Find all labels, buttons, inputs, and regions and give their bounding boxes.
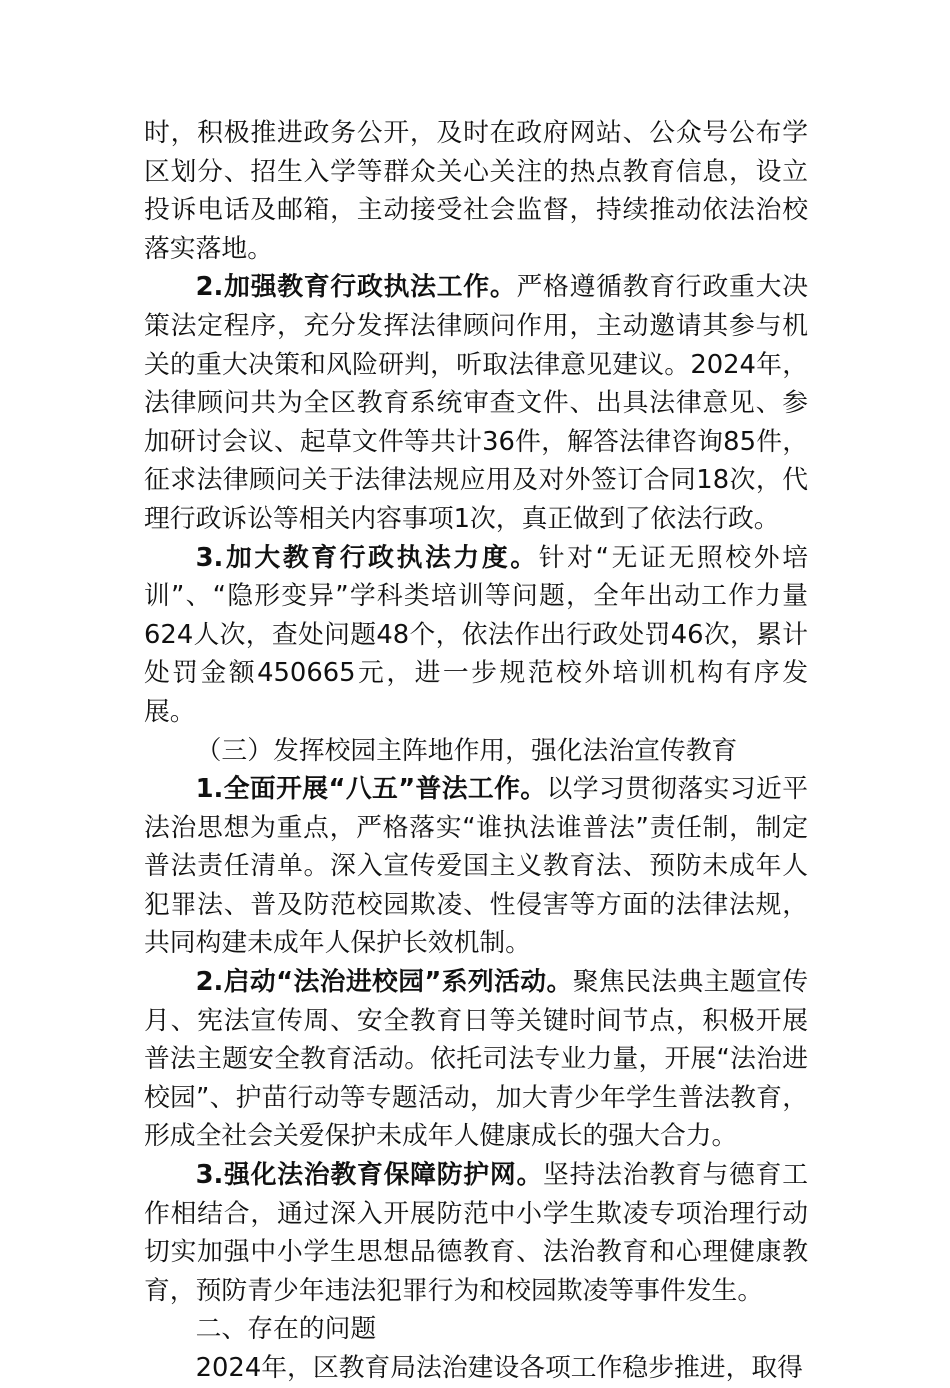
- paragraph-text: 严格遵循教育行政重大决策法定程序，充分发挥法律顾问作用，主动邀请其参与机关的重大决策和风险研判，听取法律意见建议。2024年，法律顾问共为全区教育系统审查文件、出具法律意见、参加研讨会议、起草文件等共计36件，解答法律咨询85件，征求法律顾问关于法律法规应用及对外签订合同18次，代理行政诉讼等相关内容事项1次，真正做到了依法行政。: [144, 272, 808, 534]
- paragraph-problems-intro: 2024年，区教育局法治建设各项工作稳步推进，取得: [195, 1353, 803, 1383]
- paragraph-law-enforcement-work: [144, 268, 808, 538]
- paragraph-protection-net: [144, 1156, 808, 1310]
- paragraph-legal-popularization: [144, 770, 808, 963]
- paragraph-law-enforcement-strength: [144, 539, 808, 732]
- paragraph-heading: 1.全面开展“八五”普法工作。: [195, 774, 547, 805]
- paragraph-law-into-campus: [144, 963, 808, 1156]
- paragraph-text: 聚焦民法典主题宣传月、宪法宣传周、安全教育日等关键时间节点，积极开展普法主题安全教育活动。依托司法专业力量，开展“法治进校园”、护苗行动等专题活动，加大青少年学生普法教育，形成全社会关爱保护未成年人健康成长的强大合力。: [144, 967, 808, 1152]
- paragraph-text: 坚持法治教育与德育工作相结合，通过深入开展防范中小学生欺凌专项治理行动切实加强中小学生思想品德教育、法治教育和心理健康教育，预防青少年违法犯罪行为和校园欺凌等事件发生。: [144, 1160, 808, 1306]
- paragraph-heading: 2.加强教育行政执法工作。: [195, 272, 517, 303]
- paragraph-text: 以学习贯彻落实习近平法治思想为重点，严格落实“谁执法谁普法”责任制，制定普法责任清单。深入宣传爱国主义教育法、预防未成年人犯罪法、普及防范校园欺凌、性侵害等方面的法律法规，共同构建未成年人保护长效机制。: [144, 774, 808, 959]
- paragraph-heading: 2.启动“法治进校园”系列活动。: [195, 967, 573, 998]
- section-heading-three: （三）发挥校园主阵地作用，强化法治宣传教育: [195, 735, 738, 766]
- paragraph-heading: 3.加大教育行政执法力度。: [195, 542, 539, 573]
- section-heading-problems: 二、存在的问题: [195, 1314, 377, 1345]
- paragraph-text: 针对“无证无照校外培训”、“隐形变异”学科类培训等问题，全年出动工作力量624人次，查处问题48个，依法作出行政处罚46次，累计处罚金额450665元，进一步规范校外培训机构有序发展。: [144, 542, 808, 727]
- paragraph-continuation: 时，积极推进政务公开，及时在政府网站、公众号公布学区划分、招生入学等群众关心关注的热点教育信息，设立投诉电话及邮箱，主动接受社会监督，持续推动依法治校落实落地。: [144, 118, 808, 264]
- paragraph-heading: 3.强化法治教育保障防护网。: [195, 1160, 544, 1191]
- document-body: [144, 114, 808, 1388]
